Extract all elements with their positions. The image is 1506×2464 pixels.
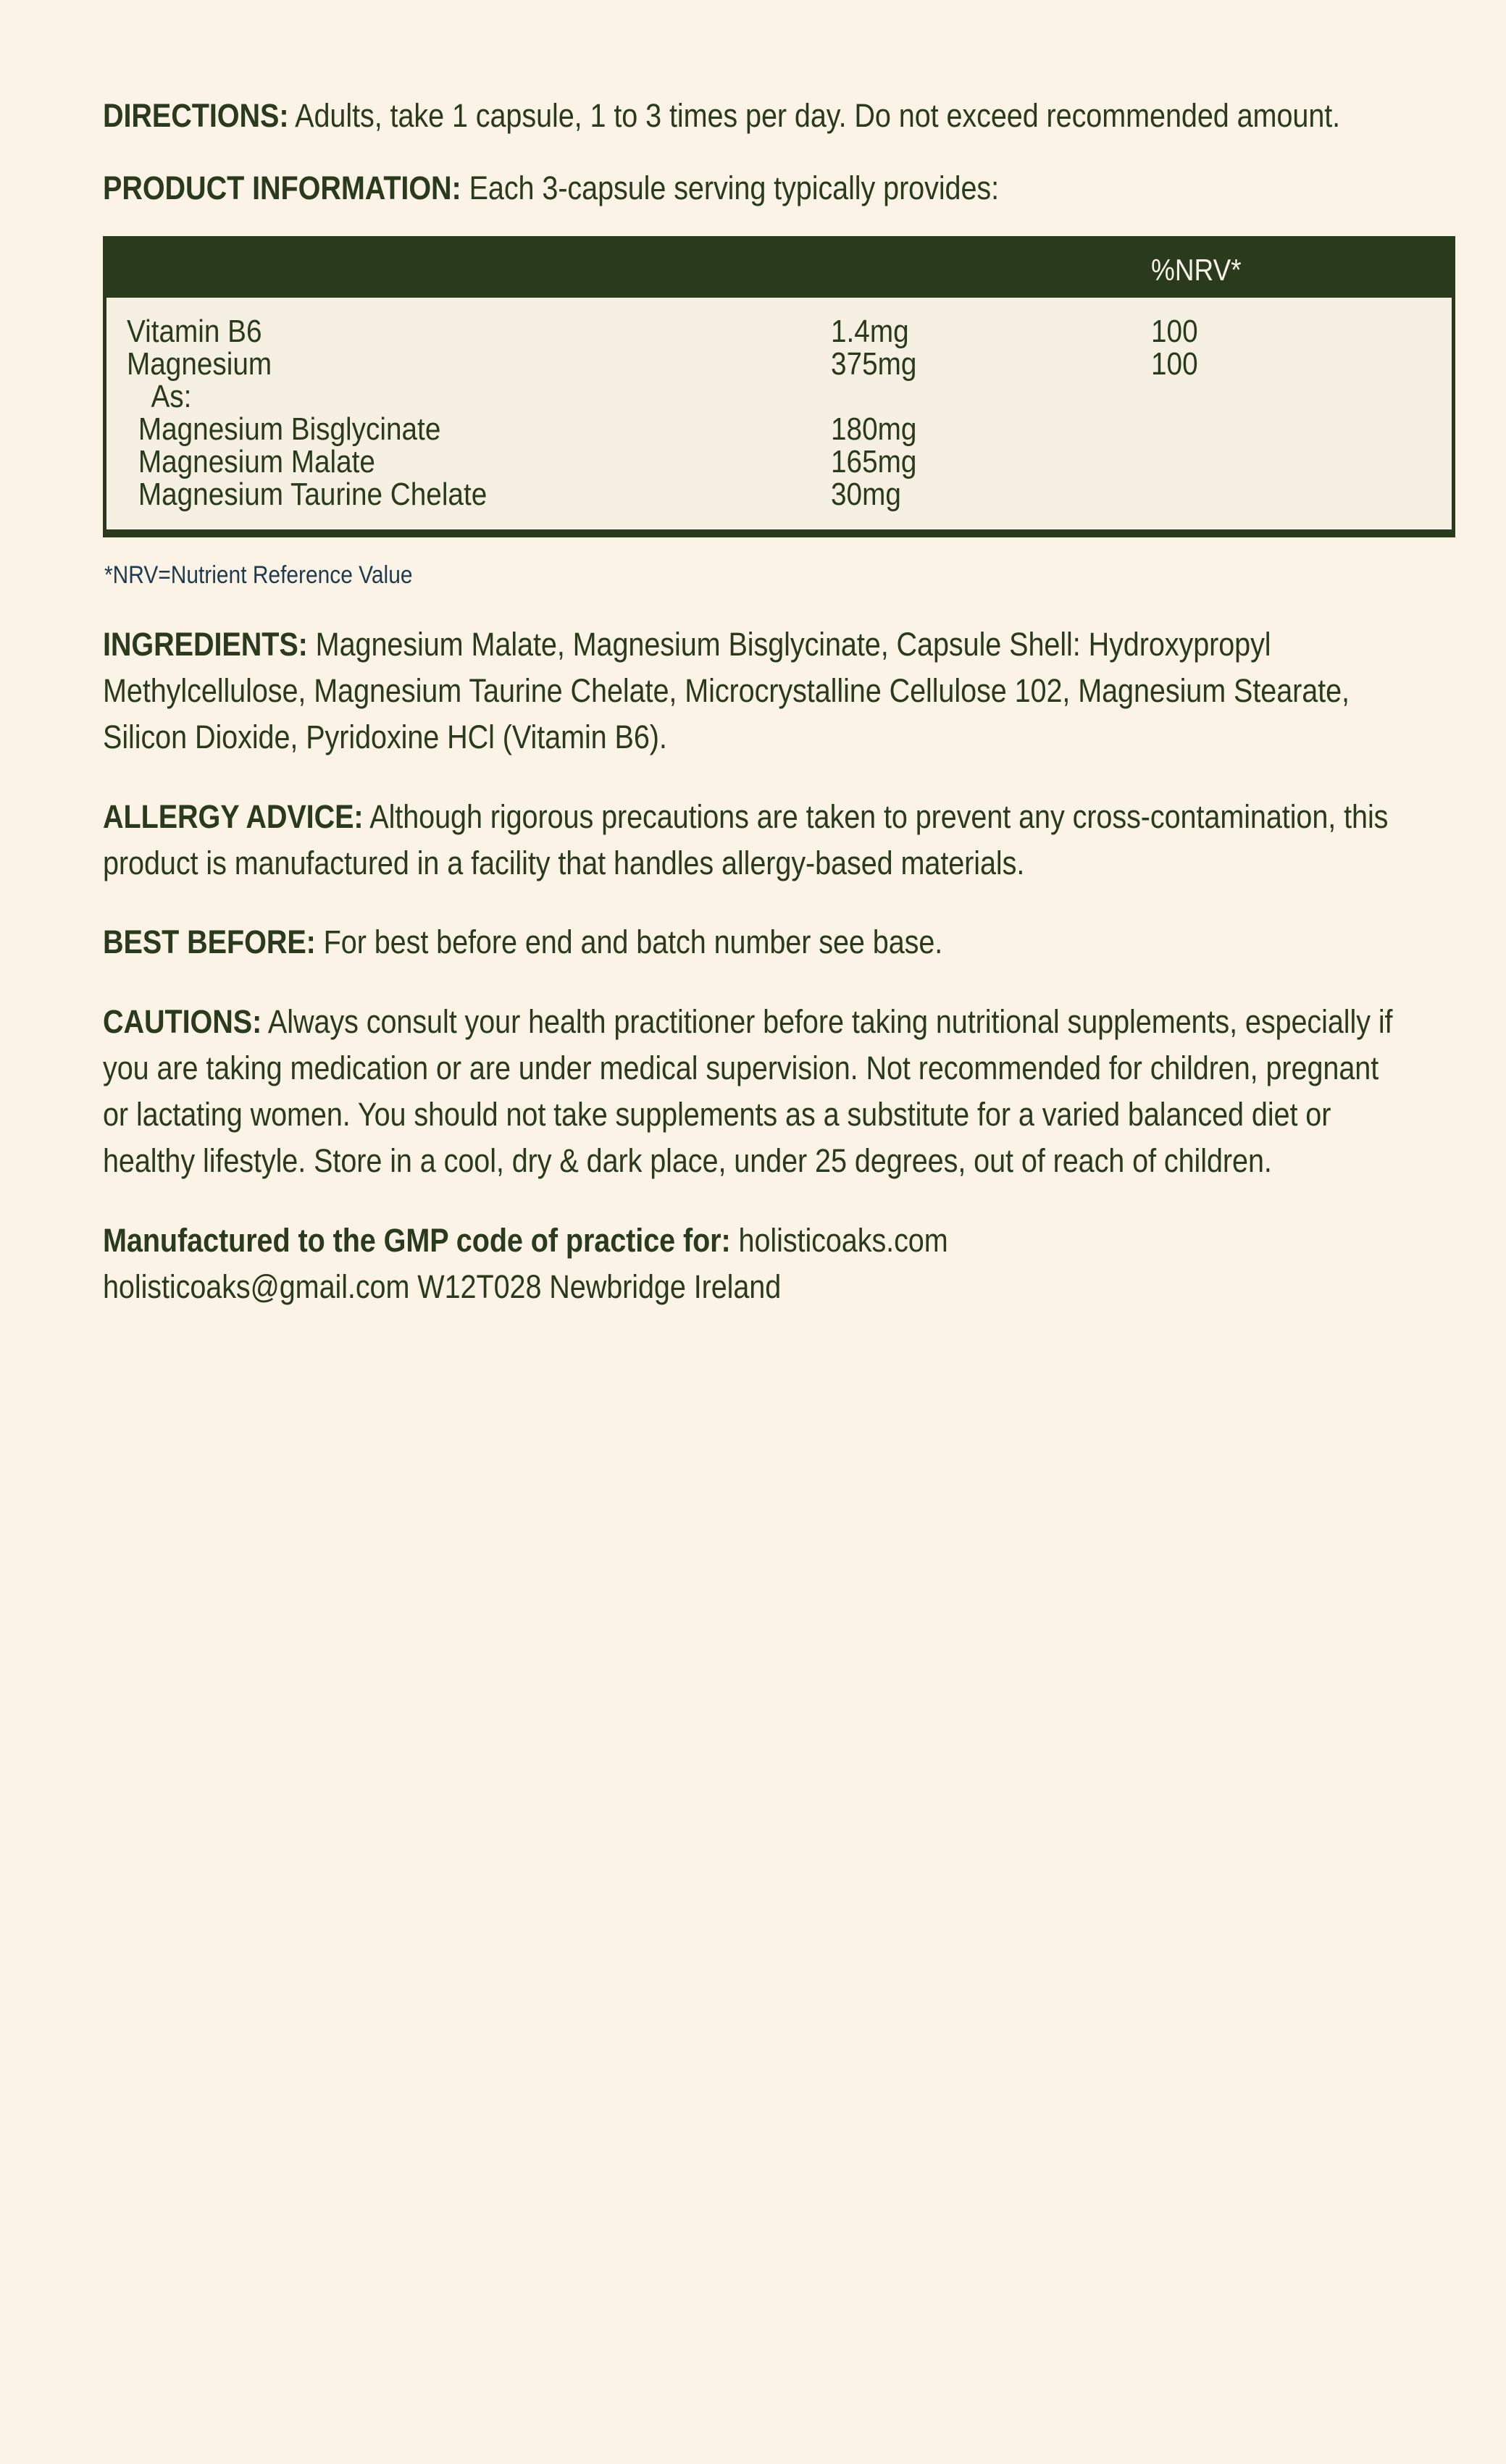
table-row: Magnesium: [127, 345, 272, 382]
table-cell-nrv: 100: [1151, 345, 1198, 382]
spacer-after-directions: [103, 139, 1403, 165]
product-information-paragraph: [103, 165, 1403, 211]
ingredients-label: INGREDIENTS:: [103, 625, 308, 663]
header-nutrient: [105, 238, 816, 298]
ingredients-body: Magnesium Malate, Magnesium Bisglycinate, Capsule Shell: Hydroxypropyl Methylcellulose, Magnesium Taurine Chelate, Microcrystalline Cellulose 102, Magnesium Stearate, Silicon Dioxide, Pyridoxine HCl (Vitamin B6).: [103, 625, 1350, 755]
directions-label: DIRECTIONS:: [103, 97, 289, 134]
spacer-before-manufacturer: [103, 1184, 1403, 1218]
table-cell-amount: 375mg: [831, 345, 917, 382]
best-before-label: BEST BEFORE:: [103, 923, 316, 961]
manufacturer-paragraph: [103, 1218, 1403, 1310]
table-row: Magnesium Taurine Chelate: [138, 476, 488, 512]
nutrient-nrv-column: [1135, 298, 1454, 534]
cautions-label: CAUTIONS:: [103, 1003, 262, 1041]
best-before-paragraph: [103, 919, 1403, 965]
spacer-after-table: [103, 537, 1403, 559]
cautions-paragraph: [103, 999, 1403, 1184]
spacer-before-ingredients: [103, 591, 1403, 621]
spacer-before-allergy: [103, 760, 1403, 794]
table-cell-amount: [831, 380, 1135, 413]
spacer-before-best-before: [103, 886, 1403, 919]
table-row: Magnesium Malate: [138, 443, 375, 479]
best-before-body: For best before end and batch number see base.: [315, 923, 943, 961]
nutrient-amount-column: [815, 298, 1135, 534]
table-row: Magnesium Bisglycinate: [138, 411, 441, 447]
manufacturer-contact: holisticoaks@gmail.com W12T028 Newbridge Ireland: [103, 1267, 782, 1305]
table-cell-nrv: [1151, 445, 1452, 478]
allergy-advice-paragraph: [103, 794, 1403, 887]
nutrition-table: [103, 236, 1455, 537]
nutrient-name-column: [105, 298, 816, 534]
directions-body: Adults, take 1 capsule, 1 to 3 times per day. Do not exceed recommended amount.: [288, 97, 1341, 134]
table-cell-amount: 165mg: [831, 443, 917, 479]
directions-paragraph: [103, 93, 1403, 139]
nrv-footnote: *NRV=Nutrient Reference Value: [104, 561, 413, 589]
ingredients-paragraph: [103, 621, 1403, 760]
spacer-before-cautions: [103, 965, 1403, 999]
table-cell-amount: 30mg: [831, 476, 901, 512]
table-cell-nrv: [1151, 413, 1452, 445]
allergy-advice-body: Although rigorous precautions are taken to prevent any cross-contamination, this product is manufactured in a facility that handles allergy-based materials.: [103, 797, 1389, 881]
table-cell-amount: 1.4mg: [831, 313, 909, 349]
header-nrv: %NRV*: [1135, 238, 1454, 298]
header-amount: [815, 238, 1135, 298]
nutrition-table-body-row: [105, 298, 1454, 534]
table-cell-nrv: [1151, 478, 1452, 511]
manufacturer-website: holisticoaks.com: [730, 1221, 948, 1259]
manufacturer-label: Manufactured to the GMP code of practice for:: [103, 1221, 731, 1259]
nutrition-table-header-row: [105, 238, 1454, 298]
cautions-body: Always consult your health practitioner before taking nutritional supplements, especially if you are taking medication or are under medical supervision. Not recommended for children, pregnant or lactating women. You should not take supplements as a substitute for a varied balanced diet or healthy lifestyle. Store in a cool, dry & dark place, under 25 degrees, out of reach of children.: [103, 1003, 1393, 1179]
nutrition-table-head: [105, 238, 1454, 298]
table-cell-nrv: [1151, 380, 1452, 413]
table-cell-amount: 180mg: [831, 411, 917, 447]
allergy-advice-label: ALLERGY ADVICE:: [103, 797, 364, 835]
product-information-body: Each 3-capsule serving typically provides:: [461, 169, 1000, 206]
table-cell-nrv: 100: [1151, 313, 1198, 349]
product-information-label: PRODUCT INFORMATION:: [103, 169, 461, 206]
nutrition-table-body: [105, 298, 1454, 534]
table-row: As:: [151, 378, 192, 414]
spacer-before-table: [103, 211, 1403, 236]
table-row: Vitamin B6: [127, 313, 262, 349]
